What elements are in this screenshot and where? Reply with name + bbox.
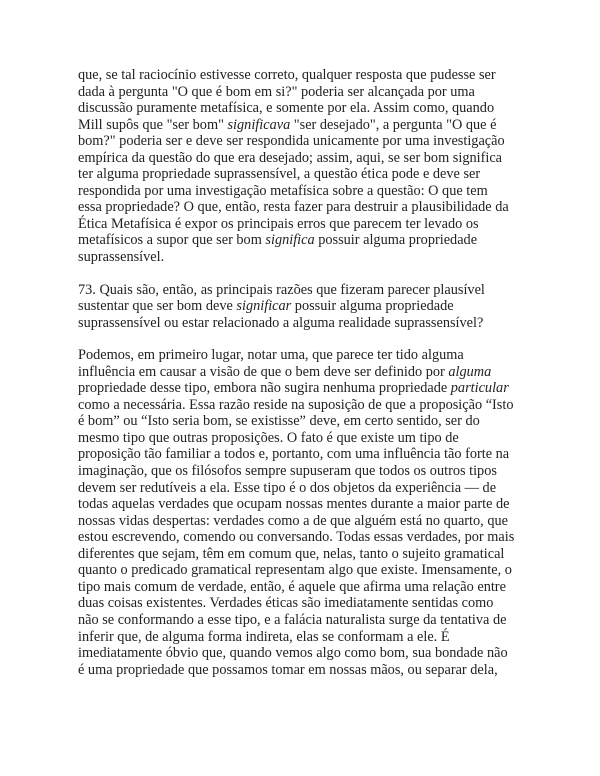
text-line xyxy=(78,629,538,646)
text-run: empírica da questão do que era desejado; assim, aqui, se ser bom significa xyxy=(78,149,503,166)
text-run: tipo mais comum de verdade, então, é aquele que afirma uma relação entre xyxy=(78,578,506,595)
text-run: mesmo tipo que outras proposições. O fato é que existe um tipo de xyxy=(78,429,459,446)
text-run: imaginação, que os filósofos sempre supuseram que todos os outros tipos xyxy=(78,463,497,480)
body-text xyxy=(78,67,538,694)
text-line xyxy=(78,249,538,266)
text-line xyxy=(78,480,538,497)
text-line xyxy=(78,562,538,579)
text-line xyxy=(78,315,538,332)
text-line xyxy=(78,463,538,480)
text-run: possuir alguma propriedade xyxy=(291,298,454,315)
text-run: é bom” ou “Isto seria bom, se existisse” deve, em certo sentido, ser do xyxy=(78,413,480,430)
text-run: nossas vidas despertas: verdades como a de que alguém está no quarto, que xyxy=(78,512,508,529)
text-line xyxy=(78,662,538,679)
text-line xyxy=(78,84,538,101)
text-line xyxy=(78,513,538,530)
text-run: influência em causar a visão de que o bem deve ser definido por xyxy=(78,363,449,380)
text-run: propriedade desse tipo, embora não sugira nenhuma propriedade xyxy=(78,380,451,397)
text-run: discussão puramente metafísica, e somente por ela. Assim como, quando xyxy=(78,100,495,117)
text-line xyxy=(78,282,538,299)
text-line xyxy=(78,216,538,233)
text-run: é uma propriedade que possamos tomar em nossas mãos, ou separar dela, xyxy=(78,661,498,678)
text-line xyxy=(78,397,538,414)
text-run: todas aquelas verdades que ocupam nossas mentes durante a maior parte de xyxy=(78,496,510,513)
text-run: suprassensível. xyxy=(78,249,165,266)
text-run: imediatamente óbvio que, quando vemos algo como bom, sua bondade não xyxy=(78,645,508,662)
text-run: respondida por uma investigação metafísica sobre a questão: O que tem xyxy=(78,182,488,199)
text-line xyxy=(78,199,538,216)
text-run: quanto o predicado gramatical representam algo que existe. Imensamente, o xyxy=(78,562,512,579)
text-run: suprassensível ou estar relacionado a alguma realidade suprassensível? xyxy=(78,314,484,331)
text-run: Ética Metafísica é expor os principais erros que parecem ter levado os xyxy=(78,215,479,232)
text-run: sustentar que ser bom deve xyxy=(78,298,237,315)
text-run: 73. Quais são, então, as principais razões que fizeram parecer plausível xyxy=(78,281,485,298)
text-line xyxy=(78,579,538,596)
text-run: metafísicos a supor que ser bom xyxy=(78,232,266,249)
text-line xyxy=(78,612,538,629)
paragraph xyxy=(78,282,538,332)
text-run: Mill supôs que "ser bom" xyxy=(78,116,228,133)
text-line xyxy=(78,183,538,200)
italic-text: significar xyxy=(236,298,292,315)
text-line xyxy=(78,496,538,513)
text-run: duas coisas existentes. Verdades éticas são imediatamente sentidas como xyxy=(78,595,494,612)
text-line xyxy=(78,529,538,546)
text-line xyxy=(78,446,538,463)
italic-text: alguma xyxy=(448,363,492,380)
text-run: não se conformando a esse tipo, e a falácia naturalista surge da tentativa de xyxy=(78,611,507,628)
text-run: bom?" poderia ser e deve ser respondida unicamente por uma investigação xyxy=(78,133,505,150)
text-line xyxy=(78,133,538,150)
text-run: diferentes que sejam, têm em comum que, nelas, tanto o sujeito gramatical xyxy=(78,545,505,562)
text-line xyxy=(78,380,538,397)
text-run: proposição tão familiar a todos e, portanto, com uma influência tão forte na xyxy=(78,446,510,463)
text-line xyxy=(78,645,538,662)
text-line xyxy=(78,430,538,447)
text-run: "ser desejado", a pergunta "O que é xyxy=(290,116,497,133)
text-line xyxy=(78,298,538,315)
paragraph xyxy=(78,347,538,678)
text-line xyxy=(78,364,538,381)
italic-text: significava xyxy=(227,116,291,133)
text-run: inferir que, de alguma forma indireta, elas se conformam a ele. É xyxy=(78,628,450,645)
paragraph xyxy=(78,67,538,266)
text-line xyxy=(78,347,538,364)
italic-text: significa xyxy=(265,232,315,249)
text-line xyxy=(78,595,538,612)
text-line xyxy=(78,100,538,117)
text-line xyxy=(78,232,538,249)
text-run: como a necessária. Essa razão reside na suposição de que a proposição “Isto xyxy=(78,396,514,413)
text-line xyxy=(78,166,538,183)
text-line xyxy=(78,546,538,563)
text-run: possuir alguma propriedade xyxy=(314,232,478,249)
text-run: ter alguma propriedade suprassensível, a questão ética pode e deve ser xyxy=(78,166,481,183)
text-run: dada à pergunta "O que é bom em si?" poderia ser alcançada por uma xyxy=(78,83,475,100)
text-run: que, se tal raciocínio estivesse correto, qualquer resposta que pudesse ser xyxy=(78,67,496,83)
text-line xyxy=(78,413,538,430)
text-line xyxy=(78,150,538,167)
text-run: Podemos, em primeiro lugar, notar uma, que parece ter tido alguma xyxy=(78,347,464,364)
text-line xyxy=(78,117,538,134)
text-run: estou escrevendo, comendo ou conversando. Todas essas verdades, por mais xyxy=(78,529,515,546)
text-line xyxy=(78,67,538,84)
italic-text: particular xyxy=(450,380,509,397)
text-run: essa propriedade? O que, então, resta fazer para destruir a plausibilidade da xyxy=(78,199,509,216)
text-run: devem ser redutíveis a ela. Esse tipo é o dos objetos da experiência — de xyxy=(78,479,497,496)
